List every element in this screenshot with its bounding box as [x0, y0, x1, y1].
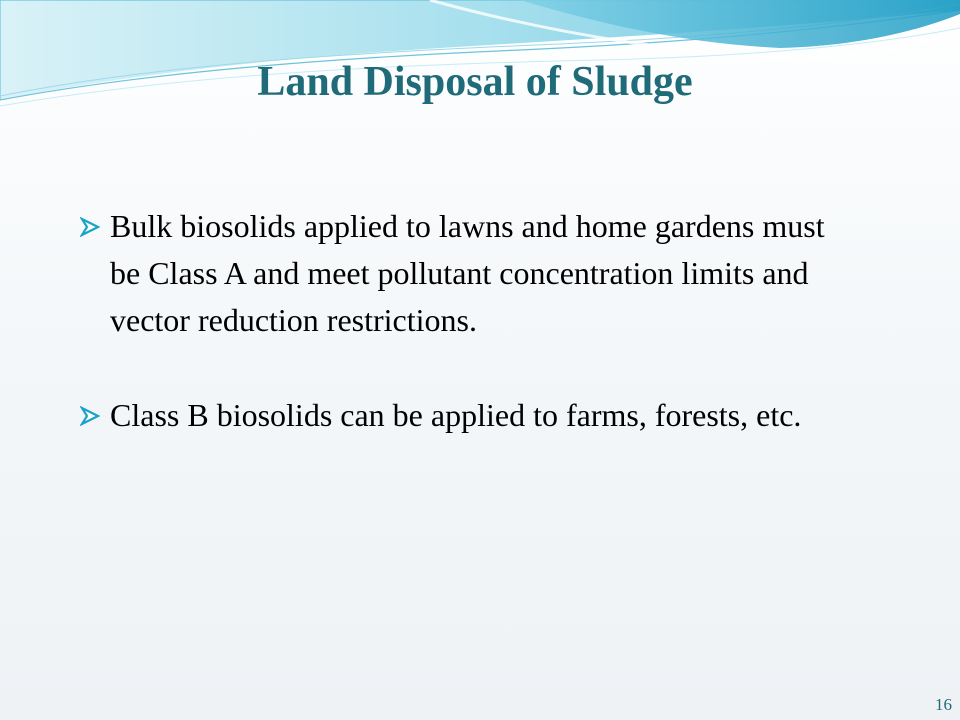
bullet-text: Bulk biosolids applied to lawns and home gardens must be Class A and meet pollutant concentration limits and vector reduction restrictions.: [110, 208, 825, 338]
bullet-item: [80, 392, 840, 439]
arrow-bullet-icon: [80, 217, 100, 237]
slide-title: Land Disposal of Sludge: [257, 59, 693, 105]
bullet-text: Class B biosolids can be applied to farms, forests, etc.: [110, 397, 802, 433]
bullet-item: [80, 203, 840, 344]
page-number: 16: [935, 695, 952, 714]
bullet-list: [80, 203, 840, 487]
arrow-bullet-icon: [80, 406, 100, 426]
